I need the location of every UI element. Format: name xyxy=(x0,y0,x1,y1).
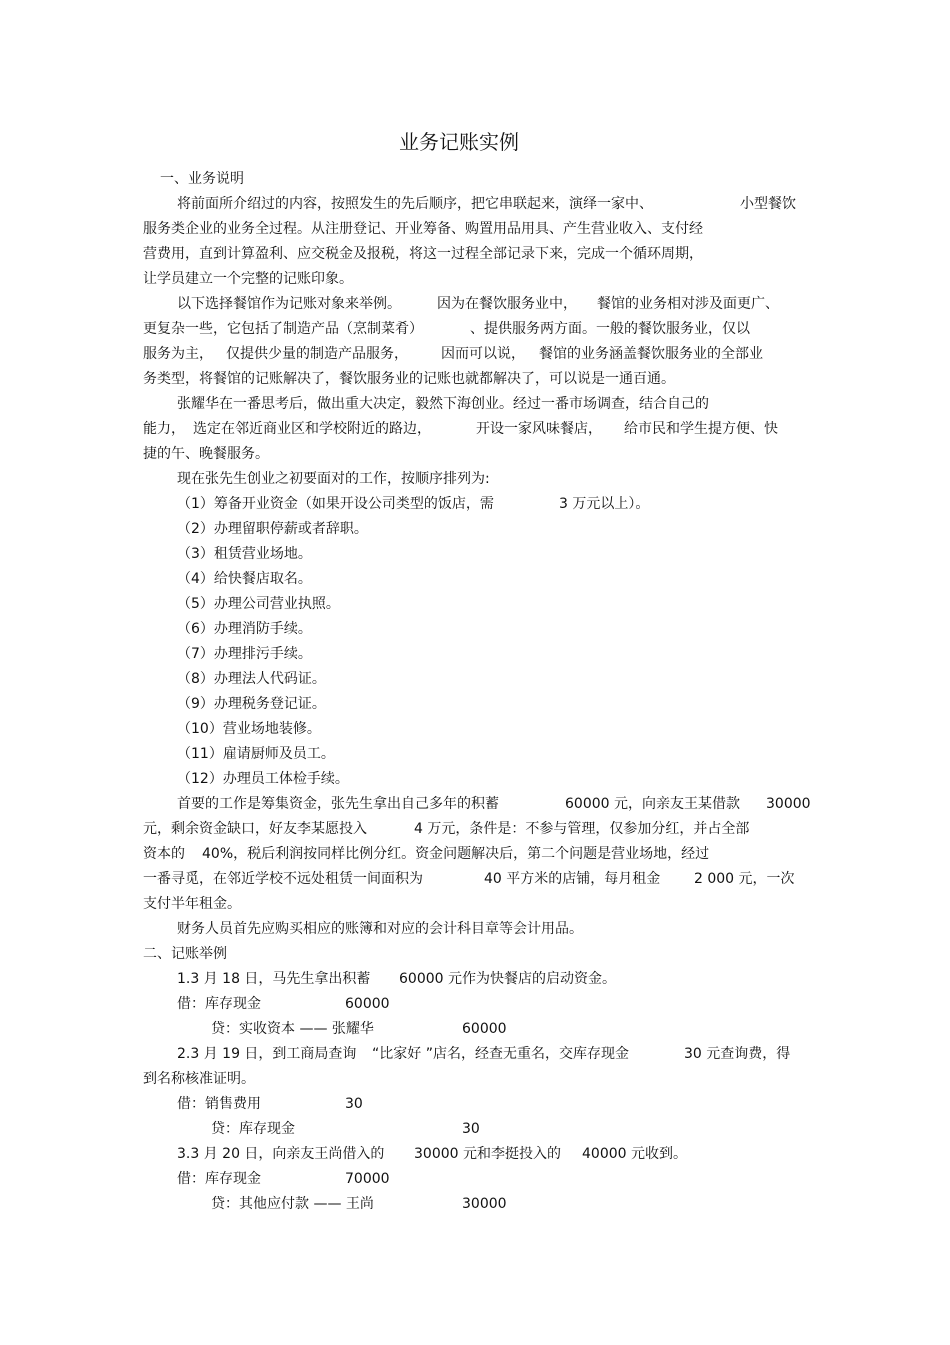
para5-line2a: 元，剩余资金缺口，好友李某愿投入 xyxy=(143,821,367,837)
page-title: 业务记账实例 xyxy=(399,130,519,154)
para6: 财务人员首先应购买相应的账簿和对应的会计科目章等会计用品。 xyxy=(177,921,583,937)
para3-line2c: 开设一家风味餐店， xyxy=(476,421,602,437)
list-item: （3）租赁营业场地。 xyxy=(177,546,312,562)
entry3-debit-account: 借：库存现金 xyxy=(177,1171,261,1187)
para3-line2d: 给市民和学生提方便、快 xyxy=(624,421,778,437)
para2-line4: 务类型，将餐馆的记账解决了，餐饮服务业的记账也就都解决了，可以说是一通百通。 xyxy=(143,371,675,387)
list-item-1a: （1）筹备开业资金（如果开设公司类型的饭店，需 xyxy=(177,496,494,512)
para2-line1b: 因为在餐饮服务业中， xyxy=(437,296,577,312)
entry1-credit-account: 贷：实收资本 —— 张耀华 xyxy=(211,1021,374,1037)
para2-line3a: 服务为主， xyxy=(143,346,213,362)
entry3-credit-account: 贷：其他应付款 —— 王尚 xyxy=(211,1196,374,1212)
para1-line1a: 将前面所介绍过的内容，按照发生的先后顺序，把它串联起来，演绎一家中、 xyxy=(177,196,653,212)
entry2-desc-b: “比家好 ”店名，经查无重名，交库存现金 xyxy=(372,1046,629,1062)
para1-line4: 让学员建立一个完整的记账印象。 xyxy=(143,271,353,287)
para2-line1a: 以下选择餐馆作为记账对象来举例。 xyxy=(177,296,401,312)
para5-line4b: 40 平方米的店铺，每月租金 xyxy=(484,871,661,887)
entry2-desc-a: 2.3 月 19 日，到工商局查询 xyxy=(177,1046,357,1062)
para3-line2b: 选定在邻近商业区和学校附近的路边， xyxy=(193,421,431,437)
entry1-debit-account: 借：库存现金 xyxy=(177,996,261,1012)
section-heading-1: 一、业务说明 xyxy=(160,171,244,187)
list-item: （7）办理排污手续。 xyxy=(177,646,312,662)
entry3-credit-amount: 30000 xyxy=(462,1196,507,1212)
para5-line2b: 4 万元，条件是：不参与管理，仅参加分红，并占全部 xyxy=(414,821,750,837)
list-item: （2）办理留职停薪或者辞职。 xyxy=(177,521,368,537)
para5-line1b: 60000 元，向亲友王某借款 xyxy=(565,796,740,812)
para2-line2a: 更复杂一些，它包括了制造产品（烹制菜肴） xyxy=(143,321,423,337)
para5-line3a: 资本的 xyxy=(143,846,185,862)
list-item: （9）办理税务登记证。 xyxy=(177,696,326,712)
para2-line2b: 、提供服务两方面。一般的餐饮服务业，仅以 xyxy=(470,321,750,337)
list-item: （10）营业场地装修。 xyxy=(177,721,321,737)
list-item: （12）办理员工体检手续。 xyxy=(177,771,349,787)
para1-line3: 营费用，直到计算盈利、应交税金及报税，将这一过程全部记录下来，完成一个循环周期， xyxy=(143,246,703,262)
entry2-credit-account: 贷：库存现金 xyxy=(211,1121,295,1137)
list-item: （4）给快餐店取名。 xyxy=(177,571,312,587)
list-item: （8）办理法人代码证。 xyxy=(177,671,326,687)
para4: 现在张先生创业之初要面对的工作，按顺序排列为: xyxy=(177,471,490,487)
para2-line1c: 餐馆的业务相对涉及面更广、 xyxy=(597,296,779,312)
entry2-desc-d: 到名称核准证明。 xyxy=(143,1071,255,1087)
entry1-debit-amount: 60000 xyxy=(345,996,390,1012)
list-item: （11）雇请厨师及员工。 xyxy=(177,746,335,762)
list-item: （5）办理公司营业执照。 xyxy=(177,596,340,612)
para2-line3c: 因而可以说， xyxy=(441,346,525,362)
para2-line3d: 餐馆的业务涵盖餐饮服务业的全部业 xyxy=(539,346,763,362)
para2-line3b: 仅提供少量的制造产品服务， xyxy=(226,346,408,362)
para1-line1b: 小型餐饮 xyxy=(740,196,796,212)
para3-line1: 张耀华在一番思考后，做出重大决定，毅然下海创业。经过一番市场调查，结合自己的 xyxy=(177,396,709,412)
list-item: （6）办理消防手续。 xyxy=(177,621,312,637)
entry2-credit-amount: 30 xyxy=(462,1121,480,1137)
para1-line2: 服务类企业的业务全过程。从注册登记、开业筹备、购置用品用具、产生营业收入、支付经 xyxy=(143,221,703,237)
para3-line3: 捷的午、晚餐服务。 xyxy=(143,446,269,462)
entry3-desc-a: 3.3 月 20 日，向亲友王尚借入的 xyxy=(177,1146,385,1162)
entry2-debit-account: 借：销售费用 xyxy=(177,1096,261,1112)
para5-line3b: 40%，税后利润按同样比例分红。资金问题解决后，第二个问题是营业场地，经过 xyxy=(202,846,710,862)
entry1-credit-amount: 60000 xyxy=(462,1021,507,1037)
para5-line1a: 首要的工作是筹集资金，张先生拿出自己多年的积蓄 xyxy=(177,796,499,812)
entry3-desc-b: 30000 元和李挺投入的 xyxy=(414,1146,561,1162)
para5-line4a: 一番寻觅，在邻近学校不远处租赁一间面积为 xyxy=(143,871,423,887)
para3-line2a: 能力， xyxy=(143,421,185,437)
para5-line1c: 30000 xyxy=(766,796,811,812)
entry3-desc-c: 40000 元收到。 xyxy=(582,1146,687,1162)
entry1-desc-a: 1.3 月 18 日，马先生拿出积蓄 xyxy=(177,971,371,987)
entry2-desc-c: 30 元查询费，得 xyxy=(684,1046,791,1062)
para5-line4c: 2 000 元，一次 xyxy=(694,871,795,887)
entry1-desc-b: 60000 元作为快餐店的启动资金。 xyxy=(399,971,616,987)
entry3-debit-amount: 70000 xyxy=(345,1171,390,1187)
section-heading-2: 二、记账举例 xyxy=(143,946,227,962)
list-item-1b: 3 万元以上）。 xyxy=(559,496,650,512)
para5-line5: 支付半年租金。 xyxy=(143,896,241,912)
entry2-debit-amount: 30 xyxy=(345,1096,363,1112)
